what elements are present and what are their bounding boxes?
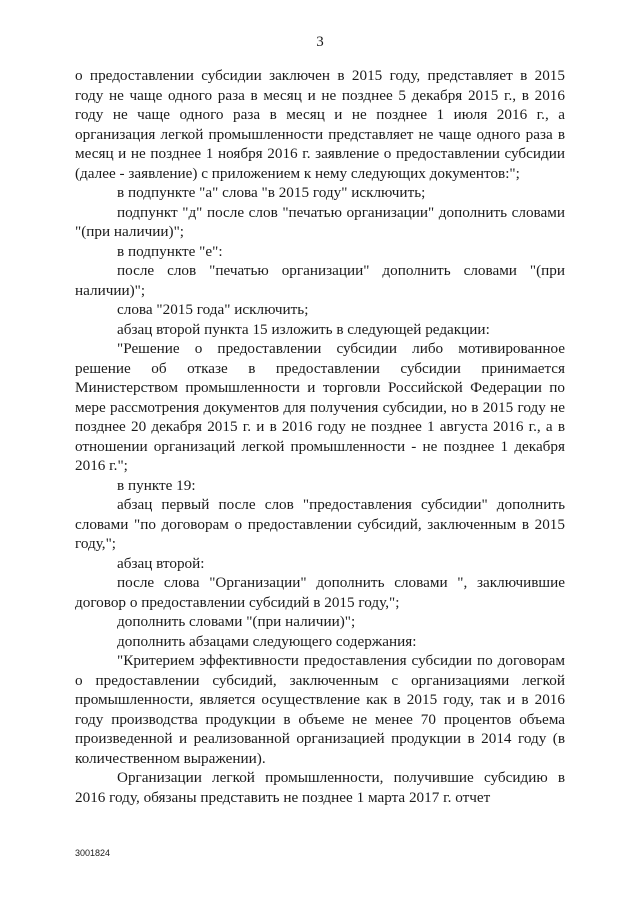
paragraph: в пункте 19: [117, 476, 196, 494]
paragraph: слова "2015 года" исключить; [117, 301, 309, 318]
paragraph: в подпункте "а" слова "в 2015 году" исключить; [117, 184, 426, 201]
paragraph: дополнить абзацами следующего содержания: [117, 632, 417, 650]
paragraph: о предоставлении субсидии заключен в 2015 году, представляет в 2015 году не чаще одного раза в месяц и не позднее 5 декабря 2015 г., в 2016 году не чаще одного раза в месяц и не позднее 1 июля 2016 г., а организация легкой промышленности представляет не чаще одного раза в месяц и не позднее 1 ноября 2016 г. заявление о предоставлении субсидии (далее - заявление) с приложением к нему следующих документов:"; [75, 67, 565, 182]
document-code: 3001824 [75, 848, 111, 858]
paragraph: Организации легкой промышленности, получившие субсидию в 2016 году, обязаны представить не позднее 1 марта 2017 г. отчет [75, 769, 565, 806]
paragraph: дополнить словами "(при наличии)"; [117, 613, 356, 630]
paragraph: после слов "печатью организации" дополнить словами "(при наличии)"; [75, 262, 565, 299]
paragraph: абзац первый после слов "предоставления субсидии" дополнить словами "по договорам о предоставлении субсидий, заключенным в 2015 году,"; [75, 496, 565, 552]
paragraph: подпункт "д" после слов "печатью организации" дополнить словами "(при наличии)"; [75, 203, 565, 240]
paragraph: абзац второй: [117, 554, 205, 572]
document-body [75, 66, 565, 807]
page-number: 3 [316, 34, 324, 50]
paragraph: абзац второй пункта 15 изложить в следующей редакции: [117, 320, 490, 338]
paragraph: "Критерием эффективности предоставления субсидии по договорам о предоставлении субсидий, заключенным с организациями легкой промышленности, является осуществление как в 2015 году, так и в 2016 году производства продукции в объеме не менее 70 процентов объема произведенной и реализованной организацией продукции в 2014 году (в количественном выражении). [75, 652, 565, 767]
paragraph: в подпункте "е": [117, 242, 223, 260]
paragraph: "Решение о предоставлении субсидии либо мотивированное решение об отказе в предоставлении субсидии принимается Министерством промышленности и торговли Российской Федерации по мере рассмотрения документов для получения субсидии, но в 2015 году не позднее 20 декабря 2015 г. и в 2016 году не позднее 1 августа 2016 г., а в отношении организаций легкой промышленности - не позднее 1 декабря 2016 г."; [75, 340, 565, 474]
paragraph: после слова "Организации" дополнить словами ", заключившие договор о предоставлении субсидий в 2015 году,"; [75, 574, 565, 611]
